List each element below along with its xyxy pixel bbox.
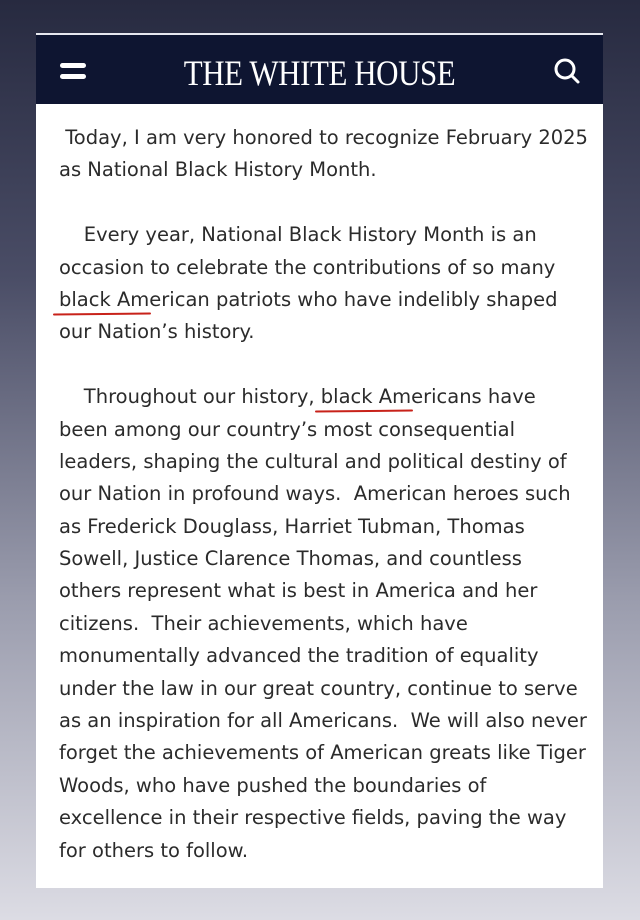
text-line xyxy=(59,154,593,186)
article-body xyxy=(59,122,593,867)
text-line xyxy=(59,252,593,284)
text-line xyxy=(59,446,593,478)
text-line xyxy=(59,608,593,640)
paragraph xyxy=(59,381,593,867)
text-segment: citizens. Their achievements, which have xyxy=(59,611,468,635)
text-segment: others represent what is best in America and her xyxy=(59,579,538,603)
text-line xyxy=(59,284,593,316)
text-segment: been among our country’s most consequential xyxy=(59,417,515,441)
text-segment: our Nation in profound ways. American heroes such xyxy=(59,482,571,506)
text-segment: Throughout our history, xyxy=(59,385,321,409)
text-segment: occasion to celebrate the contributions of so many xyxy=(59,255,556,279)
text-line xyxy=(59,673,593,705)
text-segment: as National Black History Month. xyxy=(59,158,377,182)
text-segment: monumentally advanced the tradition of equality xyxy=(59,644,539,668)
text-line xyxy=(59,381,593,413)
text-line xyxy=(59,122,593,154)
text-segment: our Nation’s history. xyxy=(59,320,255,344)
site-header xyxy=(36,35,603,104)
text-line xyxy=(59,835,593,867)
text-line xyxy=(59,705,593,737)
text-segment: under the law in our great country, continue to serve xyxy=(59,676,578,700)
text-segment: erican patriots who have indelibly shaped xyxy=(149,287,558,311)
article-card xyxy=(36,33,603,888)
text-line xyxy=(59,511,593,543)
text-segment: forget the achievements of American greats like Tiger xyxy=(59,741,586,765)
paragraph xyxy=(59,122,593,187)
text-line xyxy=(59,414,593,446)
text-line xyxy=(59,737,593,769)
text-segment: excellence in their respective fields, paving the way xyxy=(59,806,567,830)
paragraph-gap xyxy=(59,349,593,381)
paragraph xyxy=(59,219,593,349)
text-segment: as Frederick Douglass, Harriet Tubman, Thomas xyxy=(59,514,525,538)
text-line xyxy=(59,770,593,802)
text-line xyxy=(59,219,593,251)
text-segment: as an inspiration for all Americans. We will also never xyxy=(59,709,587,733)
site-title[interactable]: THE WHITE HOUSE xyxy=(183,53,456,93)
search-icon[interactable] xyxy=(553,57,581,85)
text-line xyxy=(59,543,593,575)
text-segment: leaders, shaping the cultural and political destiny of xyxy=(59,449,567,473)
text-segment: ericans have xyxy=(411,385,536,409)
text-segment: Every year, National Black History Month is an xyxy=(59,223,537,247)
text-line xyxy=(59,802,593,834)
paragraph-gap xyxy=(59,187,593,219)
red-underlined-text: black Am xyxy=(320,385,412,409)
text-line xyxy=(59,640,593,672)
red-underlined-text: black Am xyxy=(59,287,150,311)
text-segment: Woods, who have pushed the boundaries of xyxy=(59,773,487,797)
text-line xyxy=(59,478,593,510)
text-segment: for others to follow. xyxy=(59,838,249,862)
text-line xyxy=(59,575,593,607)
text-segment: Today, I am very honored to recognize February 2025 xyxy=(59,126,588,149)
text-line xyxy=(59,316,593,348)
text-segment: Sowell, Justice Clarence Thomas, and countless xyxy=(59,547,522,571)
